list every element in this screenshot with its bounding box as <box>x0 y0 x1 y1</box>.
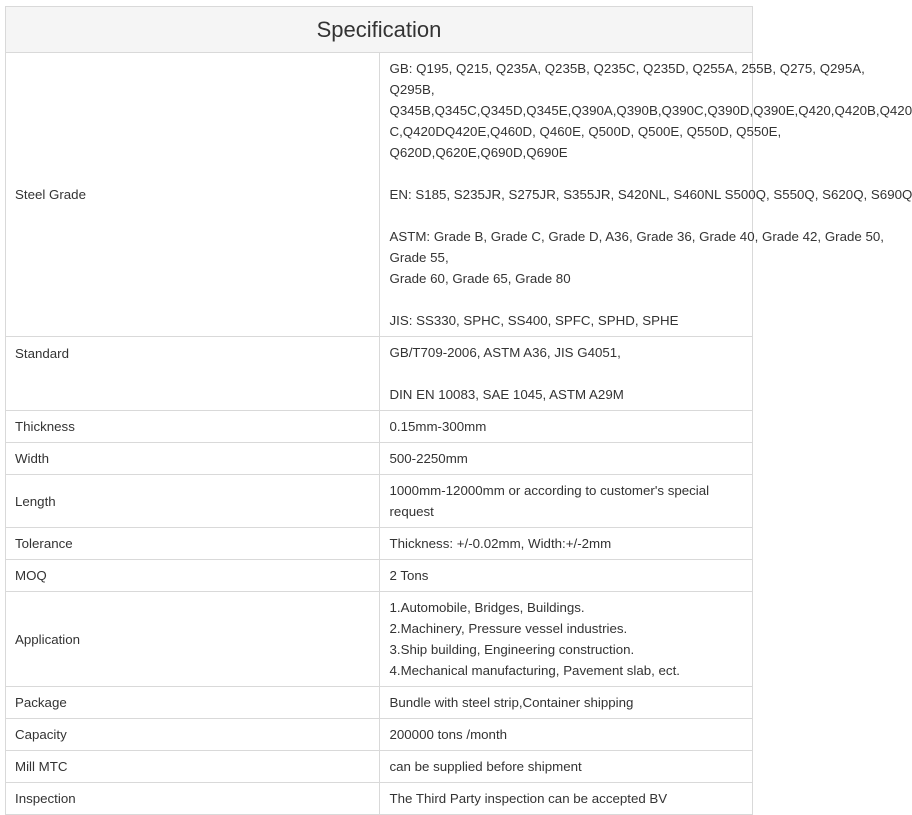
row-value: 1000mm-12000mm or according to customer's special request <box>379 475 753 528</box>
row-label: Inspection <box>6 783 380 815</box>
table-row-capacity <box>6 719 753 751</box>
row-label: Thickness <box>6 411 380 443</box>
table-title: Specification <box>6 7 753 53</box>
table-row-length <box>6 475 753 528</box>
row-label: Length <box>6 475 380 528</box>
spacer <box>390 363 745 384</box>
table-row-inspection <box>6 783 753 815</box>
standard-line: DIN EN 10083, SAE 1045, ASTM A29M <box>389 387 624 402</box>
row-value: The Third Party inspection can be accepted BV <box>379 783 753 815</box>
row-label: Steel Grade <box>6 53 380 337</box>
spacer <box>390 163 745 184</box>
steel-grade-line: EN: S185, S235JR, S275JR, S355JR, S420NL, S460NL S500Q, S550Q, S620Q, S690Q <box>389 187 912 202</box>
steel-grade-line: Grade 60, Grade 65, Grade 80 <box>389 271 571 286</box>
application-line: 4.Mechanical manufacturing, Pavement slab, ect. <box>389 663 680 678</box>
steel-grade-line: ASTM: Grade B, Grade C, Grade D, A36, Grade 36, Grade 40, Grade 42, Grade 50, <box>389 229 884 244</box>
table-row-standard <box>6 337 753 411</box>
application-line: 2.Machinery, Pressure vessel industries. <box>389 621 628 636</box>
table-row-package <box>6 687 753 719</box>
spacer <box>390 205 745 226</box>
row-label: Width <box>6 443 380 475</box>
row-value: 500-2250mm <box>379 443 753 475</box>
row-label: Standard <box>6 337 380 411</box>
row-label: Tolerance <box>6 528 380 560</box>
table-row-tolerance <box>6 528 753 560</box>
row-value: can be supplied before shipment <box>379 751 753 783</box>
table-row-steel-grade <box>6 53 753 337</box>
steel-grade-line: C,Q420DQ420E,Q460D, Q460E, Q500D, Q500E, Q550D, Q550E, <box>389 124 782 139</box>
application-line: 3.Ship building, Engineering construction. <box>389 642 635 657</box>
row-label: Capacity <box>6 719 380 751</box>
table-row-mill-mtc <box>6 751 753 783</box>
application-line: 1.Automobile, Bridges, Buildings. <box>389 600 585 615</box>
steel-grade-line: Q620D,Q620E,Q690D,Q690E <box>389 145 568 160</box>
row-label: Package <box>6 687 380 719</box>
row-label: MOQ <box>6 560 380 592</box>
title-row <box>6 7 753 53</box>
row-value-steel-grade <box>379 53 912 337</box>
standard-line: GB/T709-2006, ASTM A36, JIS G4051, <box>389 345 621 360</box>
table-row-application <box>6 592 753 687</box>
row-value: 0.15mm-300mm <box>379 411 753 443</box>
spacer <box>390 289 745 310</box>
steel-grade-line: JIS: SS330, SPHC, SS400, SPFC, SPHD, SPHE <box>389 313 679 328</box>
steel-grade-line: GB: Q195, Q215, Q235A, Q235B, Q235C, Q235D, Q255A, 255B, Q275, Q295A, <box>389 61 865 76</box>
table-row-thickness <box>6 411 753 443</box>
row-label: Application <box>6 592 380 687</box>
row-value: 200000 tons /month <box>379 719 753 751</box>
row-value: Thickness: +/-0.02mm, Width:+/-2mm <box>379 528 753 560</box>
row-value-application <box>379 592 753 687</box>
table-row-moq <box>6 560 753 592</box>
steel-grade-line: Grade 55, <box>389 250 449 265</box>
steel-grade-line: Q295B, <box>389 82 435 97</box>
row-label: Mill MTC <box>6 751 380 783</box>
row-value: 2 Tons <box>379 560 753 592</box>
row-value-standard <box>379 337 753 411</box>
table-row-width <box>6 443 753 475</box>
steel-grade-line: Q345B,Q345C,Q345D,Q345E,Q390A,Q390B,Q390C,Q390D,Q390E,Q420,Q420B,Q420 <box>389 103 912 118</box>
row-value: Bundle with steel strip,Container shipping <box>379 687 753 719</box>
specification-table <box>5 6 912 815</box>
